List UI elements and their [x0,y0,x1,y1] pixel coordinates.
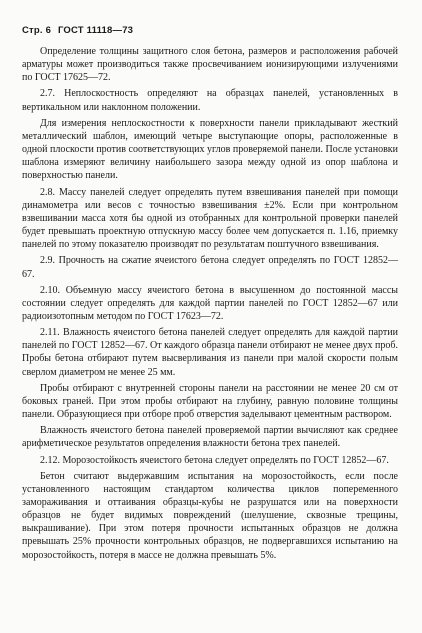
paragraph: 2.8. Массу панелей следует определять путем взвешивания панелей при помощи динамометра или весов с точностью взвешивания ±2%. Если при контрольном взвешивании масса хотя бы одной из отобранных для контрольной проверки панелей будет превышать проектную отпускную массу более чем допускается п. 1.16, приемку панелей по этому показателю производят по результатам поштучного взвешивания. [22,186,398,251]
paragraph: 2.9. Прочность на сжатие ячеистого бетона следует определять по ГОСТ 12852—67. [22,255,398,280]
paragraph: 2.11. Влажность ячеистого бетона панелей следует определять для каждой партии панелей по ГОСТ 12852—67. От каждого образца панели отбирают не менее двух проб. Пробы бетона отбирают путем высверливания из панели при малой скорости полым сверлом диаметром не менее 25 мм. [22,327,398,378]
paragraph: 2.12. Морозостойкость ячеистого бетона следует определять по ГОСТ 12852—67. [40,454,389,466]
paragraph: Влажность ячеистого бетона панелей проверяемой партии вычисляют как среднее арифметическое результатов определения влажности бетона трех панелей. [22,425,398,450]
paragraph: Определение толщины защитного слоя бетона, размеров и расположения рабочей арматуры может производиться также просвечиванием ионизирующими излучениями по ГОСТ 17625—72. [22,46,398,84]
paragraph: 2.10. Объемную массу ячеистого бетона в высушенном до постоянной массы состоянии следует определять для каждой партии панелей по ГОСТ 12852—67 или радиоизотопным методом по ГОСТ 17623—72. [22,284,398,322]
document-body [22,45,398,565]
paragraph: Бетон считают выдержавшим испытания на морозостойкость, если после установленного настоящим стандартом количества циклов попеременного замораживания и оттаивания образцы-кубы не разрушатся или на поверхности образцов не будет видимых повреждений (шелушение, сквозные трещины, выкрашивание). При этом потеря прочности испытанных образцов не должна превышать 25% прочности контрольных образцов, не подвергавшихся испытанию на морозостойкость, потеря в массе не должна превышать 5%. [22,470,398,561]
page-number: Стр. 6 [22,25,52,36]
standard-number: ГОСТ 11118—73 [57,25,134,36]
paragraph: 2.7. Неплоскостность определяют на образцах панелей, установленных в вертикальном или наклонном положении. [22,88,398,113]
page-header [22,25,137,36]
paragraph: Для измерения неплоскостности к поверхности панели прикладывают жесткий металлический шаблон, имеющий четыре выступающие опоры, расположенные в одной плоскости против соответствующих углов проверяемой панели. После установки шаблона измеряют величину наибольшего зазора между одной из опор шаблона и поверхностью панели. [22,117,398,182]
paragraph: Пробы отбирают с внутренней стороны панели на расстоянии не менее 20 см от боковых граней. При этом пробы отбирают на глубину, равную половине толщины панели. Образующиеся при отборе проб отверстия заделывают цементным раствором. [22,382,398,421]
